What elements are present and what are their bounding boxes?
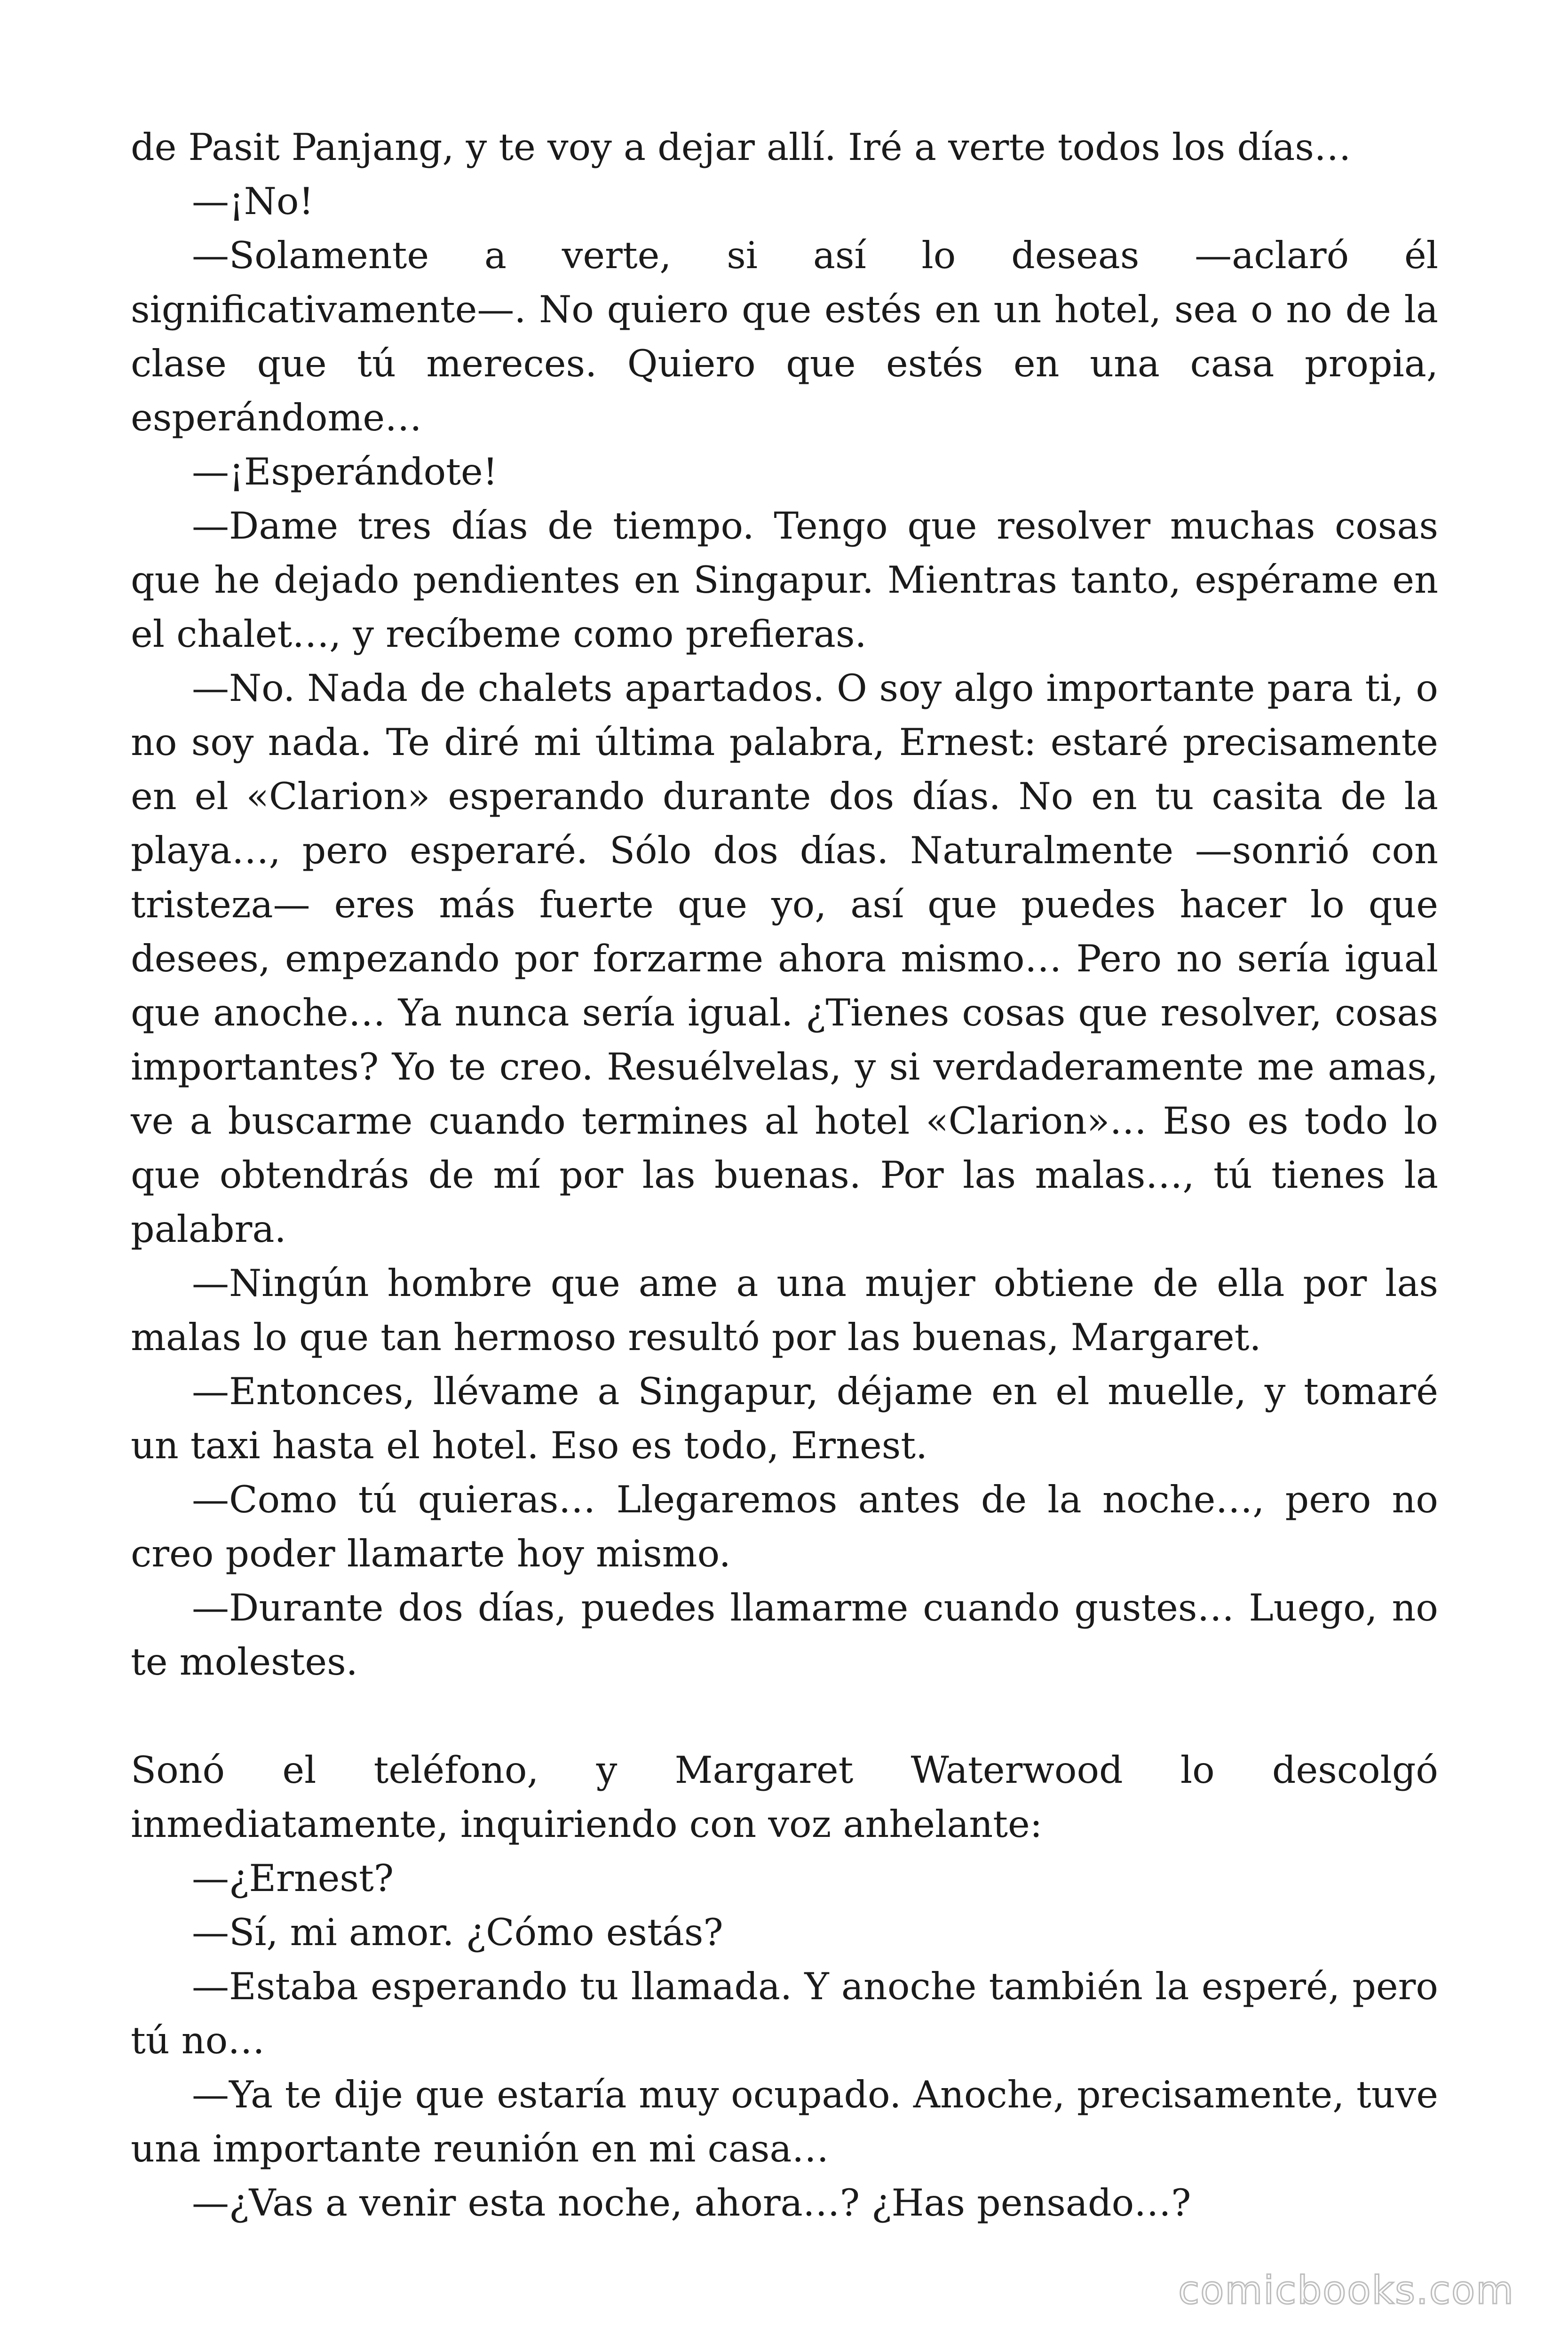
paragraph: —¡No! [192, 180, 314, 223]
paragraph: —Como tú quieras… Llegaremos antes de la noche…, pero no creo poder llamarte hoy mismo. [131, 1478, 1438, 1575]
paragraph: —Entonces, llévame a Singapur, déjame en el muelle, y tomaré un taxi hasta el hotel. Eso es todo, Ernest. [131, 1370, 1438, 1467]
paragraph: —Estaba esperando tu llamada. Y anoche también la esperé, pero tú no… [131, 1965, 1438, 2062]
paragraph: —Sí, mi amor. ¿Cómo estás? [192, 1911, 723, 1954]
watermark: comicbooks.com [1178, 2268, 1514, 2313]
paragraph: —¿Vas a venir esta noche, ahora…? ¿Has pensado…? [192, 2181, 1191, 2225]
paragraph: —No. Nada de chalets apartados. O soy algo importante para ti, o no soy nada. Te diré mi última palabra, Ernest: estaré precisamente en el «Clarion» esperando durante dos días. No en tu casita de la playa…, pero esperaré. Sólo dos días. Naturalmente —sonrió con tristeza— eres más fuerte que yo, así que puedes hacer lo que desees, empezando por forzarme ahora mismo… Pero no sería igual que anoche… Ya nunca sería igual. ¿Tienes cosas que resolver, cosas importantes? Yo te creo. Resuélvelas, y si verdaderamente me amas, ve a buscarme cuando termines al hotel «Clarion»… Eso es todo lo que obtendrás de mí por las buenas. Por las malas…, tú tienes la palabra. [131, 667, 1438, 1251]
paragraph: —Ningún hombre que ame a una mujer obtiene de ella por las malas lo que tan hermoso resultó por las buenas, Margaret. [131, 1262, 1438, 1359]
paragraph: —Durante dos días, puedes llamarme cuando gustes… Luego, no te molestes. [131, 1586, 1438, 1684]
body-text [131, 120, 1438, 2230]
paragraph: Sonó el teléfono, y Margaret Waterwood lo descolgó inmediatamente, inquiriendo con voz anhelante: [131, 1748, 1438, 1846]
paragraph: —Ya te dije que estaría muy ocupado. Anoche, precisamente, tuve una importante reunión en mi casa… [131, 2073, 1438, 2170]
paragraph: —¡Esperándote! [192, 450, 498, 493]
paragraph: de Pasit Panjang, y te voy a dejar allí. Iré a verte todos los días… [131, 126, 1351, 169]
paragraph: —Dame tres días de tiempo. Tengo que resolver muchas cosas que he dejado pendientes en Singapur. Mientras tanto, espérame en el chalet…, y recíbeme como prefieras. [131, 504, 1438, 656]
paragraph: —¿Ernest? [192, 1857, 394, 1900]
paragraph: —Solamente a verte, si así lo deseas —aclaró él significativamente—. No quiero que estés en un hotel, sea o no de la clase que tú mereces. Quiero que estés en una casa propia, esperándome… [131, 234, 1438, 439]
